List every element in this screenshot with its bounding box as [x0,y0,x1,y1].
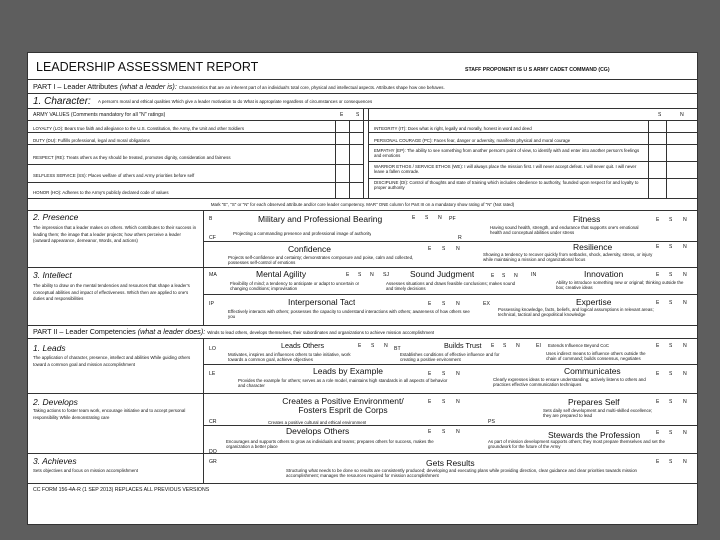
right-col-n: N [680,112,684,118]
sound-judgment-name: Sound Judgment [410,270,475,279]
gr-e: E [656,459,660,465]
do-s: S [442,429,446,435]
value-warrior-ethos: WARRIOR ETHOS / SERVICE ETHOS (WE): I will always place the mission first. I will never accept defeat. I will never quit. I will never leave a fallen comrade. [374,164,637,174]
cm-e: E [656,371,660,377]
develops-desc: Taking actions to foster team work, encourage initiative and to accept personal responsibility While demonstrating care [33,408,186,420]
gr-n: N [683,459,687,465]
prepares-self-desc: Sets daily self development and multi-skilled excellence; they are prepared to lead [543,408,653,418]
value-loyalty: LOYALTY (LO): Bears true faith and allegiance to the U.S. Constitution, the Army, the Unit and other Soldiers [33,126,245,131]
le-s: S [442,371,446,377]
ps-e: E [656,399,660,405]
fitness-desc: Having sound health, strength, and endurance that supports one's emotional health and conceptual abilities under stress [490,225,639,235]
leads-others-name: Leads Others [281,342,325,350]
intellect-code-in: IN [531,272,537,278]
leads-title: 1. Leads [33,344,66,353]
ei-n: N [683,343,687,349]
presence-code-cf: CF [209,235,216,241]
cr-n: N [456,399,460,405]
extends-influence-name: Extends Influence Beyond CoC [548,343,610,348]
character-title: 1. Character: [33,96,91,107]
bt-e: E [491,343,495,349]
report-title: LEADERSHIP ASSESSMENT REPORT [36,60,259,74]
expertise-desc: Possessing knowledge, facts, beliefs, and logical assumptions in relevant areas; technical, tactical and geopolitical knowledge [498,307,654,317]
resilience-n: N [683,244,687,250]
resilience-name: Resilience [573,243,613,252]
army-values-label: ARMY VALUES (Comments mandatory for all "N" ratings) [33,112,166,118]
ex-e: E [656,300,660,306]
leads-others-desc: Motivates, inspires and influences others to take initiative, work towards a common goal, achieve objectives [228,352,351,362]
presence-code-b: B [209,216,213,222]
intellect-code-sj: SJ [383,272,390,278]
ei-e: E [656,343,660,349]
ma-e: E [346,272,350,278]
part1-heading: PART I – Leader Attributes (what a leader is): Characteristics that are an inherent part of an individual's total core, physical and intellectual aspects. Attributes shape how one behaves. [33,83,445,91]
bearing-n: N [438,215,442,221]
sj-s: S [502,273,506,279]
sj-n: N [514,273,518,279]
do-e: E [428,429,432,435]
mental-agility-name: Mental Agility [256,270,307,279]
presence-desc: The impression that a leader makes on others. Which contributes to their success in leading them; the image that a leader projects; how others perceive a leader (outward appearance, demeanor, Words, and actions) [33,225,197,243]
ip-e: E [428,301,432,307]
ps-s: S [669,399,673,405]
builds-trust-name: Builds Trust [444,342,482,350]
cm-s: S [669,371,673,377]
resilience-s: S [669,244,673,250]
fitness-s: S [669,217,673,223]
assessment-form [27,52,698,525]
value-honor: HONOR (HO): Adheres to the Army's publicly declared code of values [33,190,169,195]
presence-title: 2. Presence [33,213,79,222]
sound-judgment-desc: Assesses situations and draws feasible conclusions; makes sound and timely decisions [386,281,516,291]
cr-e: E [428,399,432,405]
innovation-name: Innovation [584,270,624,279]
rating-note: Mark "E", "S" or "N" for each observed attribute and/or core leader competency. MAR" ONE column for Part III on a mandatory show rating of "N" (Not rated) [210,202,515,207]
intellect-desc: The ability to draw on the mental tendencies and resources that shape a leader's conceptual abilities and impact of effectiveness. Which then are applied to one's duties and responsibilities [33,283,190,301]
develops-others-desc: Encourages and supports others to grow as individuals and teams; prepares others for success, makes the organization a better place [226,439,434,449]
builds-trust-desc: Establishes conditions of effective influence and for creating a positive environment [400,352,500,362]
interpersonal-tact-name: Interpersonal Tact [288,298,356,307]
left-col-e: E [340,112,344,118]
prepares-self-name: Prepares Self [568,398,620,407]
bearing-name: Military and Professional Bearing [258,215,383,224]
extends-influence-desc: Uses indirect means to influence others outside the chain of command; builds consensus, negotiates [546,351,646,361]
ip-s: S [442,301,446,307]
sj-e: E [491,273,495,279]
confidence-desc: Projects self-confidence and certainty; demonstrates composure and poise, calm and collected, possesses self-control of emotions [228,255,414,265]
value-integrity: INTEGRITY (IT): Does what is right, legally and morally, honest in word and deed [374,126,532,131]
resilience-desc: Showing a tendency to recover quickly from setbacks, shock, adversity, stress, or injury while maintaining a mission and organizational focus [483,252,653,262]
gr-s: S [669,459,673,465]
do-n: N [456,429,460,435]
leads-code-bt: BT [394,346,401,352]
in-n: N [683,272,687,278]
achieves-title: 3. Achieves [33,457,77,466]
value-selfless-service: SELFLESS SERVICE (SS): Places welfare of others and Army priorities before self [33,173,195,178]
lo-s: S [371,343,375,349]
bearing-e: E [412,215,416,221]
positive-environment-desc: Creates a positive cultural and ethical environment [268,420,367,425]
in-s: S [669,272,673,278]
develops-title: 2. Develops [33,398,78,407]
ex-n: N [683,300,687,306]
leads-code-le: LE [209,371,216,377]
interpersonal-tact-desc: Effectively interacts with others; possesses the capacity to understand interactions with others; awareness of how others see you [228,309,470,319]
communicates-name: Communicates [564,367,621,376]
bearing-s: S [425,215,429,221]
value-discipline: DISCIPLINE (DI): Control of thoughts and state of training which includes obedience to authority, founded upon respect for and loyalty to proper authority [374,180,639,190]
ma-s: S [358,272,362,278]
value-empathy: EMPATHY (EP): The ability to see something from another person's point of view, to identify with and enter into another person's feelings and emotions [374,148,640,158]
ei-s: S [669,343,673,349]
sp-n: N [683,430,687,436]
intellect-code-ip: IP [209,301,214,307]
fitness-e: E [656,217,660,223]
develops-others-name: Develops Others [286,427,350,436]
in-e: E [656,272,660,278]
le-n: N [456,371,460,377]
leads-code-lo: LO [209,346,216,352]
confidence-s: S [442,246,446,252]
presence-code-r: R [458,235,462,241]
stewards-profession-name: Stewards the Profession [548,431,641,440]
mental-agility-desc: Flexibility of mind; a tendency to anticipate or adapt to uncertain or changing conditions; improvisation [230,281,360,291]
bearing-desc: Projecting a commanding presence and professional image of authority [233,231,372,236]
develops-code-ps: PS [488,419,495,425]
left-col-s: S [356,112,360,118]
value-respect: RESPECT (RE): Treats others as they should be treated, promotes dignity, consideration and fairness [33,155,231,160]
presence-code-pf: PF [449,216,456,222]
proponent-note: STAFF PROPONENT IS U S ARMY CADET COMMAND (CG) [465,67,610,73]
ip-n: N [456,301,460,307]
cm-n: N [683,371,687,377]
value-personal-courage: PERSONAL COURAGE (PC): Faces fear, danger or adversity, manifests physical and moral courage [374,138,571,143]
bt-s: S [503,343,507,349]
confidence-name: Confidence [288,245,332,254]
positive-environment-name: Creates a Positive Environment/ Fosters Esprit de Corps [282,397,404,415]
confidence-n: N [456,246,460,252]
expertise-name: Expertise [576,298,612,307]
sp-e: E [656,430,660,436]
gets-results-desc: Structuring what needs to be done so results are consistently produced; developing and executing plans while providing direction, clear guidance and clear priorities towards mission accomplishment; manages the resources required for mission accomplishment [286,468,637,478]
leads-by-example-desc: Provides the example for others; serves as a role model, maintains high standards in all aspects of behavior and character [238,378,448,388]
intellect-code-ma: MA [209,272,217,278]
le-e: E [428,371,432,377]
leads-by-example-name: Leads by Example [313,367,383,376]
sp-s: S [669,430,673,436]
ex-s: S [669,300,673,306]
fitness-name: Fitness [573,215,601,224]
cr-s: S [442,399,446,405]
intellect-title: 3. Intellect [33,271,72,280]
develops-code-cr: CR [209,419,217,425]
lo-n: N [384,343,388,349]
achieves-desc: Sets objectives and focus on mission accomplishment [33,468,138,473]
value-duty: DUTY (DU): Fulfills professional, legal and moral obligations [33,138,150,143]
fitness-n: N [683,217,687,223]
right-col-s: S [658,112,662,118]
leads-code-ei: EI [536,343,541,349]
gets-results-name: Gets Results [426,459,475,468]
ps-n: N [683,399,687,405]
part2-heading: PART II – Leader Competencies (what a leader does): Winds to lead others, develops themselves, their subordinates and organizations to achieve mission accomplishment [33,328,435,336]
form-footer: CC FORM 156-4A-R (1 SEP 2013) REPLACES ALL PREVIOUS VERSIONS [33,487,210,493]
ma-n: N [370,272,374,278]
leads-desc: The application of character, presence, intellect and abilities While guiding others toward a common goal and mission accomplishment [33,355,191,367]
stewards-profession-desc: As part of mission development supports others; they most prepare themselves and set the groundwork for the future of the Army [488,439,665,449]
achieves-code-gr: GR [209,459,217,465]
resilience-e: E [656,244,660,250]
communicates-desc: Clearly expresses ideas to ensure understanding; actively listens to others and practices effective communication techniques [493,377,646,387]
confidence-e: E [428,246,432,252]
innovation-desc: Ability to introduce something new or original; thinking outside the box; creative ideas [556,280,684,290]
lo-e: E [358,343,362,349]
intellect-code-ex: EX [483,301,490,307]
bt-n: N [516,343,520,349]
character-desc: A person's moral and ethical qualities Which give a leader motivation to do What is appropriate regardless of circumstances or consequences [98,99,373,104]
develops-code-do: DO [209,449,217,455]
